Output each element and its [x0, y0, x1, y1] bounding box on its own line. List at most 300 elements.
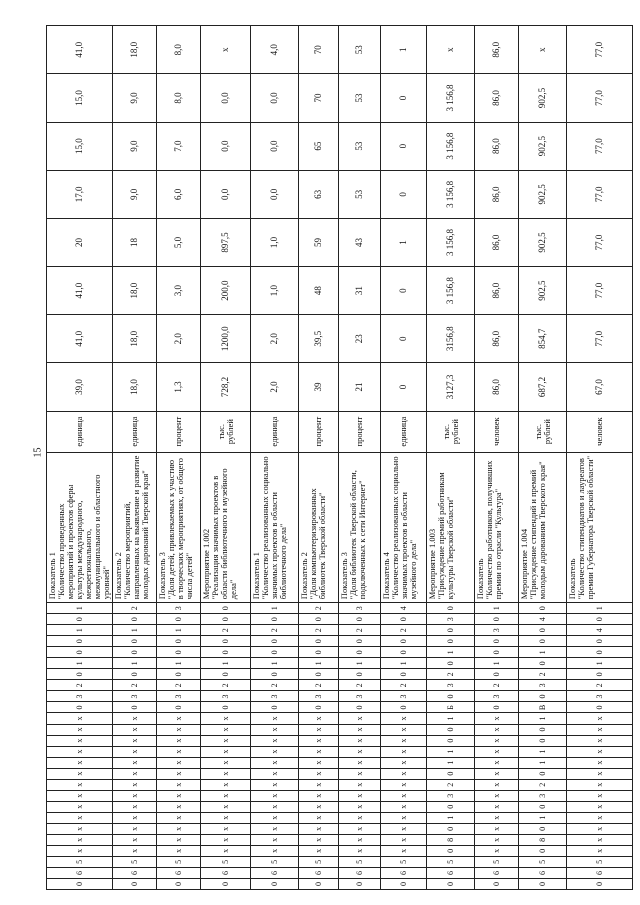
value-cell: 53	[339, 74, 381, 122]
code-digit-cell: 0	[381, 702, 427, 713]
value-cell: 0	[381, 122, 427, 170]
code-digit-cell: x	[475, 845, 519, 856]
code-digit-cell: 0	[519, 625, 567, 636]
code-digit-cell: 0	[113, 878, 157, 889]
code-digit-cell: x	[475, 823, 519, 834]
code-digit-cell: 1	[427, 746, 475, 757]
code-digit-cell: 0	[299, 702, 339, 713]
code-digit-cell: 0	[47, 636, 113, 647]
value-cell: 0,0	[251, 74, 299, 122]
code-digit-cell: x	[201, 823, 251, 834]
code-digit-cell: 6	[299, 867, 339, 878]
code-digit-cell: 6	[381, 867, 427, 878]
code-digit-cell: 1	[299, 658, 339, 669]
value-cell: 48	[299, 267, 339, 315]
code-digit-cell: 0	[251, 614, 299, 625]
value-cell: 3 156,8	[427, 267, 475, 315]
code-digit-cell: x	[157, 724, 201, 735]
code-digit-cell: x	[47, 812, 113, 823]
code-digit-cell: 0	[47, 702, 113, 713]
code-digit-cell: x	[113, 812, 157, 823]
code-digit-cell: x	[113, 834, 157, 845]
value-cell: 0	[381, 363, 427, 411]
code-digit-cell: 1	[519, 757, 567, 768]
value-cell: 18	[113, 218, 157, 266]
code-digit-cell: 0	[427, 878, 475, 889]
code-digit-cell: 2	[381, 625, 427, 636]
code-digit-cell: 3	[157, 691, 201, 702]
value-cell: 70	[299, 26, 339, 74]
code-digit-cell: 0	[157, 636, 201, 647]
code-digit-cell: 3	[519, 790, 567, 801]
code-digit-cell: 0	[519, 735, 567, 746]
code-digit-cell: x	[251, 713, 299, 724]
table-row	[339, 26, 381, 890]
value-cell: 18,0	[113, 363, 157, 411]
value-cell: 41,0	[47, 267, 113, 315]
code-digit-cell: x	[381, 735, 427, 746]
code-digit-cell: x	[475, 812, 519, 823]
code-digit-cell: 6	[475, 867, 519, 878]
code-digit-cell: 0	[427, 735, 475, 746]
code-digit-cell: 0	[113, 669, 157, 680]
code-digit-cell: 2	[427, 669, 475, 680]
value-cell: 15,0	[47, 122, 113, 170]
table-row	[201, 26, 251, 890]
code-digit-cell: 0	[47, 614, 113, 625]
code-digit-cell: 1	[201, 658, 251, 669]
code-digit-cell: 0	[475, 614, 519, 625]
description-cell: Мероприятие 1.004 "Присуждение стипендий и премий молодым дарованиям Тверского края"	[519, 452, 567, 603]
code-digit-cell: x	[381, 801, 427, 812]
code-digit-cell: 0	[157, 669, 201, 680]
code-digit-cell: x	[201, 757, 251, 768]
code-digit-cell: x	[251, 801, 299, 812]
code-digit-cell: 0	[251, 878, 299, 889]
code-digit-cell: 0	[299, 647, 339, 658]
code-digit-cell: 2	[519, 779, 567, 790]
code-digit-cell: 0	[427, 823, 475, 834]
code-digit-cell: 0	[299, 669, 339, 680]
code-digit-cell: x	[475, 768, 519, 779]
value-cell: 23	[339, 315, 381, 363]
code-digit-cell: 3	[113, 691, 157, 702]
value-cell: 1	[381, 26, 427, 74]
code-digit-cell: 0	[201, 702, 251, 713]
code-digit-cell: 1	[47, 603, 113, 614]
code-digit-cell: x	[113, 779, 157, 790]
code-digit-cell: 2	[47, 680, 113, 691]
code-digit-cell: 4	[381, 603, 427, 614]
value-cell: 3 156,8	[427, 170, 475, 218]
value-cell: 20	[47, 218, 113, 266]
code-digit-cell: 2	[299, 625, 339, 636]
code-digit-cell: 0	[519, 691, 567, 702]
code-digit-cell: 0	[201, 647, 251, 658]
code-digit-cell: x	[567, 790, 633, 801]
unit-cell: тыс. рублей	[427, 411, 475, 452]
value-cell: 86,0	[475, 26, 519, 74]
code-digit-cell: x	[299, 724, 339, 735]
code-digit-cell: x	[113, 735, 157, 746]
value-cell: 4,0	[251, 26, 299, 74]
code-digit-cell: x	[157, 801, 201, 812]
code-digit-cell: x	[475, 746, 519, 757]
code-digit-cell: x	[567, 812, 633, 823]
code-digit-cell: 6	[519, 867, 567, 878]
code-digit-cell: x	[251, 768, 299, 779]
code-digit-cell: 0	[475, 647, 519, 658]
description-cell: Показатель 2 "Количество мероприятий, направленных на выявление и развитие молодых дарований Тверской края"	[113, 452, 157, 603]
code-digit-cell: 0	[381, 878, 427, 889]
code-digit-cell: x	[201, 790, 251, 801]
code-digit-cell: x	[475, 790, 519, 801]
value-cell: 200,0	[201, 267, 251, 315]
code-digit-cell: x	[567, 724, 633, 735]
code-digit-cell: x	[339, 790, 381, 801]
value-cell: 77,0	[567, 218, 633, 266]
code-digit-cell: 2	[299, 603, 339, 614]
unit-cell: человек	[475, 411, 519, 452]
value-cell: 1,0	[251, 267, 299, 315]
code-digit-cell: x	[201, 845, 251, 856]
code-digit-cell: x	[339, 746, 381, 757]
code-digit-cell: 0	[47, 647, 113, 658]
table-row	[567, 26, 633, 890]
value-cell: 18,0	[113, 315, 157, 363]
code-digit-cell: x	[299, 757, 339, 768]
value-cell: 1,0	[251, 218, 299, 266]
code-digit-cell: 5	[299, 856, 339, 867]
code-digit-cell: x	[157, 713, 201, 724]
value-cell: 39,0	[47, 363, 113, 411]
code-digit-cell: 2	[113, 603, 157, 614]
code-digit-cell: 0	[201, 636, 251, 647]
code-digit-cell: x	[157, 823, 201, 834]
value-cell: 65	[299, 122, 339, 170]
code-digit-cell: 2	[381, 680, 427, 691]
code-digit-cell: x	[299, 713, 339, 724]
code-digit-cell: 5	[567, 856, 633, 867]
code-digit-cell: x	[47, 746, 113, 757]
code-digit-cell: x	[47, 779, 113, 790]
table-row	[475, 26, 519, 890]
code-digit-cell: 6	[567, 867, 633, 878]
code-digit-cell: 5	[201, 856, 251, 867]
code-digit-cell: x	[201, 713, 251, 724]
value-cell: 7,0	[157, 122, 201, 170]
value-cell: 8,0	[157, 26, 201, 74]
value-cell: 8,0	[157, 74, 201, 122]
code-digit-cell: x	[567, 845, 633, 856]
code-digit-cell: 0	[427, 603, 475, 614]
value-cell: 9,0	[113, 122, 157, 170]
code-digit-cell: x	[251, 790, 299, 801]
code-digit-cell: 6	[339, 867, 381, 878]
code-digit-cell: 3	[475, 625, 519, 636]
code-digit-cell: 0	[519, 801, 567, 812]
code-digit-cell: x	[381, 768, 427, 779]
code-digit-cell: 3	[381, 691, 427, 702]
value-cell: 0,0	[251, 122, 299, 170]
code-digit-cell: 0	[475, 669, 519, 680]
code-digit-cell: x	[113, 768, 157, 779]
code-digit-cell: 1	[47, 625, 113, 636]
value-cell: 902,5	[519, 74, 567, 122]
code-digit-cell: 0	[519, 658, 567, 669]
code-digit-cell: 3	[475, 691, 519, 702]
code-digit-cell: x	[339, 845, 381, 856]
code-digit-cell: x	[299, 823, 339, 834]
code-digit-cell: x	[567, 779, 633, 790]
code-digit-cell: 0	[299, 636, 339, 647]
value-cell: 9,0	[113, 170, 157, 218]
code-digit-cell: 0	[519, 845, 567, 856]
value-cell: x	[201, 26, 251, 74]
code-digit-cell: 0	[475, 636, 519, 647]
value-cell: 39	[299, 363, 339, 411]
code-digit-cell: x	[251, 834, 299, 845]
code-digit-cell: 0	[381, 669, 427, 680]
code-digit-cell: x	[157, 790, 201, 801]
code-digit-cell: 5	[381, 856, 427, 867]
code-digit-cell: x	[251, 724, 299, 735]
code-digit-cell: x	[475, 779, 519, 790]
code-digit-cell: 5	[47, 856, 113, 867]
code-digit-cell: x	[339, 735, 381, 746]
code-digit-cell: 1	[427, 757, 475, 768]
description-cell: Показатель 2 "Доля компьютеризированных библиотек Тверской области"	[299, 452, 339, 603]
code-digit-cell: 1	[47, 658, 113, 669]
value-cell: 53	[339, 26, 381, 74]
code-digit-cell: 3	[339, 691, 381, 702]
code-digit-cell: 2	[519, 669, 567, 680]
code-digit-cell: x	[113, 790, 157, 801]
code-digit-cell: x	[381, 823, 427, 834]
code-digit-cell: 0	[427, 768, 475, 779]
unit-cell: тыс. рублей	[519, 411, 567, 452]
code-digit-cell: x	[381, 834, 427, 845]
code-digit-cell: x	[157, 746, 201, 757]
code-digit-cell: x	[381, 746, 427, 757]
value-cell: 0,0	[201, 74, 251, 122]
code-digit-cell: 1	[519, 746, 567, 757]
code-digit-cell: x	[251, 735, 299, 746]
description-cell: Показатель 3 "Доля библиотек Тверской области, подключенных к сети Интернет"	[339, 452, 381, 603]
code-digit-cell: 3	[519, 680, 567, 691]
code-digit-cell: 0	[567, 614, 633, 625]
code-digit-cell: 2	[567, 680, 633, 691]
code-digit-cell: x	[339, 724, 381, 735]
code-digit-cell: x	[381, 757, 427, 768]
value-cell: 21	[339, 363, 381, 411]
code-digit-cell: x	[339, 801, 381, 812]
unit-cell: единица	[251, 411, 299, 452]
code-digit-cell: 0	[475, 702, 519, 713]
description-cell: Показатель 1 "Количество реализованных социально значимых проектов в области библиотечного дела"	[251, 452, 299, 603]
code-digit-cell: 0	[299, 878, 339, 889]
value-cell: 77,0	[567, 267, 633, 315]
code-digit-cell: 0	[427, 658, 475, 669]
unit-cell: единица	[113, 411, 157, 452]
code-digit-cell: 1	[427, 713, 475, 724]
value-cell: 17,0	[47, 170, 113, 218]
value-cell: 2,0	[251, 315, 299, 363]
code-digit-cell: x	[157, 845, 201, 856]
code-digit-cell: 0	[427, 636, 475, 647]
description-cell: Показатель "Количество работников, получивших премии по отрасли "Культура"	[475, 452, 519, 603]
value-cell: 41,0	[47, 26, 113, 74]
code-digit-cell: 2	[427, 779, 475, 790]
code-digit-cell: x	[251, 812, 299, 823]
code-digit-cell: 3	[427, 790, 475, 801]
code-digit-cell: 2	[113, 680, 157, 691]
code-digit-cell: 6	[427, 867, 475, 878]
code-digit-cell: x	[157, 735, 201, 746]
code-digit-cell: x	[299, 790, 339, 801]
value-cell: 77,0	[567, 74, 633, 122]
value-cell: 9,0	[113, 74, 157, 122]
code-digit-cell: 1	[113, 625, 157, 636]
description-cell: Показатель 3 "Доля детей, привлекаемых к участию в творческих мероприятиях, от общего числа детей"	[157, 452, 201, 603]
code-digit-cell: x	[47, 845, 113, 856]
code-digit-cell: x	[113, 757, 157, 768]
table-row	[113, 26, 157, 890]
code-digit-cell: x	[475, 834, 519, 845]
code-digit-cell: x	[47, 790, 113, 801]
code-digit-cell: 1	[475, 658, 519, 669]
code-digit-cell: x	[47, 724, 113, 735]
code-digit-cell: x	[47, 834, 113, 845]
code-digit-cell: 5	[519, 856, 567, 867]
code-digit-cell: 1	[381, 658, 427, 669]
value-cell: 902,5	[519, 267, 567, 315]
value-cell: 86,0	[475, 74, 519, 122]
code-digit-cell: 0	[201, 878, 251, 889]
code-digit-cell: 1	[427, 647, 475, 658]
code-digit-cell: x	[251, 845, 299, 856]
value-cell: 59	[299, 218, 339, 266]
table-row	[299, 26, 339, 890]
table-row	[157, 26, 201, 890]
code-digit-cell: 0	[427, 845, 475, 856]
value-cell: 63	[299, 170, 339, 218]
code-digit-cell: 0	[339, 614, 381, 625]
code-digit-cell: x	[567, 823, 633, 834]
code-digit-cell: 0	[339, 702, 381, 713]
code-digit-cell: x	[567, 746, 633, 757]
code-digit-cell: x	[113, 801, 157, 812]
description-cell: Показатель "Количество стипендиатов и лауреатов премии Губернатора Тверской области"	[567, 452, 633, 603]
code-digit-cell: 0	[567, 669, 633, 680]
code-digit-cell: 3	[201, 691, 251, 702]
value-cell: 3156,8	[427, 315, 475, 363]
code-digit-cell: x	[339, 713, 381, 724]
code-digit-cell: 0	[47, 669, 113, 680]
description-cell: Мероприятие 1.003 "Присуждение премий работникам культуры Тверской области"	[427, 452, 475, 603]
code-digit-cell: x	[381, 779, 427, 790]
code-digit-cell: 0	[427, 801, 475, 812]
code-digit-cell: x	[381, 790, 427, 801]
value-cell: 0,0	[251, 170, 299, 218]
description-cell: Показатель 4 "Количество реализованных социально значимых проектов в области музейного дела"	[381, 452, 427, 603]
value-cell: 77,0	[567, 170, 633, 218]
code-digit-cell: 1	[251, 603, 299, 614]
value-cell: 86,0	[475, 122, 519, 170]
code-digit-cell: x	[567, 713, 633, 724]
description-cell: Мероприятие 1.002 "Реализация значимых проектов в области библиотечного и музейного дела"	[201, 452, 251, 603]
code-digit-cell: 0	[567, 636, 633, 647]
code-digit-cell: 4	[519, 614, 567, 625]
code-digit-cell: x	[47, 735, 113, 746]
code-digit-cell: x	[113, 746, 157, 757]
code-digit-cell: 1	[567, 603, 633, 614]
code-digit-cell: x	[201, 801, 251, 812]
code-digit-cell: x	[299, 779, 339, 790]
code-digit-cell: x	[567, 757, 633, 768]
program-indicators-table	[46, 25, 633, 890]
code-digit-cell: x	[475, 735, 519, 746]
table-row	[47, 26, 113, 890]
page-number: 15	[32, 447, 44, 458]
code-digit-cell: x	[201, 834, 251, 845]
code-digit-cell: x	[157, 757, 201, 768]
code-digit-cell: x	[251, 757, 299, 768]
code-digit-cell: x	[567, 801, 633, 812]
value-cell: 687,2	[519, 363, 567, 411]
code-digit-cell: 0	[339, 636, 381, 647]
code-digit-cell: 2	[251, 625, 299, 636]
value-cell: 0	[381, 267, 427, 315]
code-digit-cell: 0	[251, 636, 299, 647]
code-digit-cell: x	[381, 713, 427, 724]
code-digit-cell: x	[339, 823, 381, 834]
code-digit-cell: 0	[201, 614, 251, 625]
unit-cell: процент	[299, 411, 339, 452]
unit-cell: процент	[157, 411, 201, 452]
code-digit-cell: 0	[113, 636, 157, 647]
code-digit-cell: 0	[381, 614, 427, 625]
code-digit-cell: x	[475, 713, 519, 724]
code-digit-cell: 5	[427, 856, 475, 867]
value-cell: 0	[381, 315, 427, 363]
code-digit-cell: x	[475, 724, 519, 735]
code-digit-cell: 0	[251, 647, 299, 658]
code-digit-cell: x	[475, 757, 519, 768]
code-digit-cell: 1	[567, 658, 633, 669]
code-digit-cell: x	[251, 823, 299, 834]
code-digit-cell: x	[201, 768, 251, 779]
code-digit-cell: 0	[113, 614, 157, 625]
description-cell: Показатель 1 "Количество проведенных мероприятий и проектов сферы культуры международного, межрегионального, межмуниципального и областного уровней"	[47, 452, 113, 603]
code-digit-cell: x	[47, 823, 113, 834]
code-digit-cell: 1	[427, 812, 475, 823]
code-digit-cell: x	[157, 812, 201, 823]
code-digit-cell: 3	[427, 680, 475, 691]
code-digit-cell: 1	[157, 658, 201, 669]
code-digit-cell: 0	[567, 878, 633, 889]
code-digit-cell: x	[381, 724, 427, 735]
value-cell: 3127,3	[427, 363, 475, 411]
value-cell: 86,0	[475, 267, 519, 315]
code-digit-cell: x	[47, 768, 113, 779]
code-digit-cell: Б	[427, 702, 475, 713]
code-digit-cell: 0	[201, 603, 251, 614]
code-digit-cell: 3	[47, 691, 113, 702]
code-digit-cell: 3	[339, 603, 381, 614]
value-cell: 1	[381, 218, 427, 266]
code-digit-cell: 1	[339, 658, 381, 669]
